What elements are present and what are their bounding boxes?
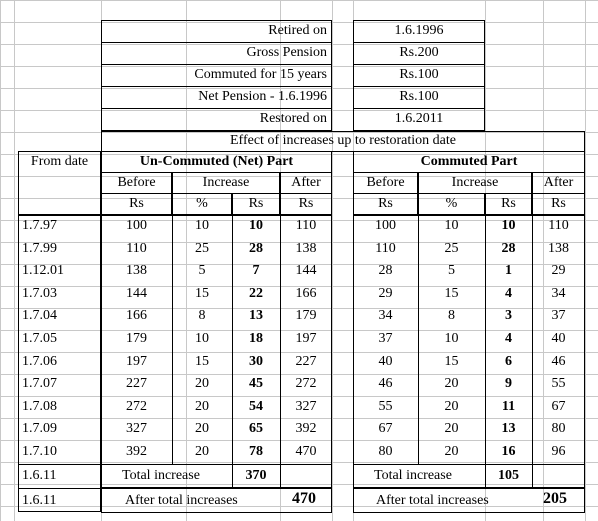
- uncommuted-cell: 20: [195, 398, 209, 414]
- commuted-cell: 16: [501, 444, 516, 459]
- commuted-cell: 15: [444, 353, 459, 369]
- uncommuted-cell: 20: [195, 421, 209, 437]
- uncommuted-cell: 15: [195, 285, 209, 301]
- unit-pct: %: [196, 196, 208, 211]
- commuted-cell: 29: [551, 263, 566, 279]
- total-increase-label: Total increase: [374, 467, 452, 483]
- uncommuted-cell: 5: [198, 263, 206, 279]
- uncommuted-cell: 22: [249, 285, 263, 301]
- commuted-cell: 1: [505, 263, 512, 279]
- uncommuted-cell: 100: [126, 218, 147, 233]
- info-row-line: [101, 64, 332, 65]
- row-date: 1.7.07: [22, 376, 57, 392]
- commuted-increase-header: Increase: [451, 175, 499, 190]
- commuted-cell: 10: [444, 331, 459, 346]
- commuted-cell: 20: [444, 376, 459, 392]
- uncommuted-cell: 10: [249, 218, 263, 233]
- row-line: [18, 464, 101, 465]
- after-total-label: After total increases: [125, 492, 238, 508]
- commuted-cell: 40: [378, 353, 393, 369]
- commuted-cell: 37: [551, 308, 566, 324]
- commuted-title: Commuted Part: [420, 154, 518, 169]
- unit-pct: %: [445, 196, 458, 211]
- commuted-cell: 8: [448, 308, 455, 324]
- commuted-cell: 10: [501, 218, 516, 233]
- uncommuted-cell: 18: [249, 331, 263, 346]
- uncommuted-cell: 138: [126, 263, 147, 279]
- unit-rs: Rs: [378, 196, 393, 211]
- total-increase-label: Total increase: [122, 467, 200, 483]
- uncommuted-cell: 144: [295, 263, 317, 279]
- after-total-label: After total increases: [376, 492, 489, 508]
- info-row-line: [353, 108, 485, 109]
- info-row-line: [353, 64, 485, 65]
- commuted-cell: 6: [505, 353, 512, 369]
- uncommuted-cell: 470: [295, 444, 317, 459]
- unit-rs: Rs: [551, 196, 566, 211]
- uncommuted-before-header: Before: [117, 175, 156, 190]
- row-date: 1.7.04: [22, 308, 57, 324]
- grid-column-line: [14, 0, 15, 521]
- commuted-cell: 110: [375, 240, 396, 256]
- info-label: Gross Pension: [246, 45, 327, 60]
- info-row-line: [353, 42, 485, 43]
- info-row-line: [101, 86, 332, 87]
- uncommuted-cell: 392: [295, 421, 317, 437]
- commuted-cell: 46: [551, 353, 566, 369]
- uncommuted-cell: 65: [249, 421, 263, 437]
- grid-column-line: [585, 0, 586, 521]
- commuted-cell: 100: [375, 218, 396, 233]
- commuted-cell: 28: [378, 263, 393, 279]
- uncommuted-cell: 197: [295, 331, 317, 346]
- from-date-label: From date: [30, 154, 89, 169]
- row-date: 1.7.09: [22, 421, 57, 437]
- uncommuted-total-increase: 370: [245, 467, 267, 483]
- row-line: [18, 488, 101, 489]
- commuted-cell: 29: [378, 285, 393, 301]
- unit-rs: Rs: [501, 196, 516, 211]
- commuted-total-increase: 105: [498, 467, 519, 483]
- info-label: Net Pension - 1.6.1996: [198, 89, 327, 104]
- row-date: 1.12.01: [22, 263, 64, 279]
- commuted-cell: 34: [378, 308, 393, 324]
- commuted-cell: 13: [501, 421, 516, 437]
- row-date: 1.7.97: [22, 218, 57, 233]
- uncommuted-cell: 15: [195, 353, 209, 369]
- commuted-cell: 4: [505, 331, 512, 346]
- commuted-cell: 80: [378, 444, 393, 459]
- info-value: 1.6.1996: [394, 23, 444, 38]
- commuted-cell: 55: [378, 398, 393, 414]
- commuted-cell: 5: [448, 263, 455, 279]
- uncommuted-cell: 227: [295, 353, 317, 369]
- row-date: 1.7.05: [22, 331, 57, 346]
- column-divider: [280, 464, 281, 488]
- commuted-cell: 20: [444, 421, 459, 437]
- uncommuted-cell: 10: [195, 331, 209, 346]
- uncommuted-cell: 166: [126, 308, 147, 324]
- uncommuted-cell: 54: [249, 398, 263, 414]
- unit-rs: Rs: [129, 196, 144, 211]
- commuted-cell: 67: [551, 398, 566, 414]
- commuted-cell: 40: [551, 331, 566, 346]
- uncommuted-cell: 392: [126, 444, 147, 459]
- info-value: Rs.100: [399, 89, 439, 104]
- column-divider: [532, 464, 533, 488]
- commuted-cell: 10: [444, 218, 459, 233]
- unit-rs: Rs: [248, 196, 264, 211]
- table-heading: Effect of increases up to restoration date: [230, 133, 456, 148]
- uncommuted-cell: 272: [295, 376, 317, 392]
- commuted-cell: 80: [551, 421, 566, 437]
- uncommuted-cell: 28: [249, 240, 263, 256]
- commuted-cell: 67: [378, 421, 393, 437]
- info-row-line: [101, 42, 332, 43]
- row-date: 1.7.10: [22, 444, 57, 459]
- info-row-line: [101, 108, 332, 109]
- commuted-cell: 25: [444, 240, 459, 256]
- uncommuted-after-header: After: [291, 175, 321, 190]
- commuted-cell: 20: [444, 444, 459, 459]
- commuted-cell: 3: [505, 308, 512, 324]
- commuted-cell: 20: [444, 398, 459, 414]
- uncommuted-cell: 20: [195, 376, 209, 392]
- uncommuted-cell: 45: [249, 376, 263, 392]
- uncommuted-cell: 227: [126, 376, 147, 392]
- commuted-cell: 4: [505, 285, 512, 301]
- commuted-cell: 138: [548, 240, 569, 256]
- commuted-after-total: 205: [543, 489, 567, 507]
- info-value: Rs.100: [399, 67, 439, 82]
- info-label: Commuted for 15 years: [194, 67, 327, 82]
- uncommuted-cell: 138: [295, 240, 317, 256]
- row-date: 1.7.06: [22, 353, 57, 369]
- uncommuted-cell: 197: [126, 353, 147, 369]
- uncommuted-cell: 179: [295, 308, 317, 324]
- info-value: 1.6.2011: [394, 111, 444, 126]
- total-row-date: 1.6.11: [22, 467, 57, 483]
- uncommuted-cell: 25: [195, 240, 209, 256]
- commuted-cell: 28: [501, 240, 516, 256]
- commuted-cell: 96: [551, 444, 566, 459]
- row-date: 1.7.99: [22, 240, 57, 256]
- info-label: Restored on: [259, 111, 327, 126]
- unit-rs: Rs: [298, 196, 314, 211]
- commuted-cell: 34: [551, 285, 566, 301]
- uncommuted-cell: 327: [126, 421, 147, 437]
- uncommuted-after-total: 470: [292, 489, 316, 507]
- uncommuted-cell: 8: [198, 308, 206, 324]
- commuted-after-header: After: [543, 175, 574, 190]
- uncommuted-cell: 30: [249, 353, 263, 369]
- commuted-before-header: Before: [366, 175, 405, 190]
- uncommuted-cell: 13: [249, 308, 263, 324]
- uncommuted-cell: 78: [249, 444, 263, 459]
- uncommuted-cell: 166: [295, 285, 317, 301]
- uncommuted-cell: 10: [195, 218, 209, 233]
- commuted-cell: 55: [551, 376, 566, 392]
- uncommuted-increase-header: Increase: [202, 175, 250, 190]
- uncommuted-cell: 144: [126, 285, 147, 301]
- uncommuted-cell: 20: [195, 444, 209, 459]
- uncommuted-cell: 272: [126, 398, 147, 414]
- commuted-cell: 46: [378, 376, 393, 392]
- uncommuted-cell: 179: [126, 331, 147, 346]
- uncommuted-cell: 110: [295, 218, 317, 233]
- uncommuted-cell: 7: [252, 263, 260, 279]
- uncommuted-title: Un-Commuted (Net) Part: [139, 154, 294, 169]
- grid-column-line: [332, 0, 333, 521]
- row-date: 1.7.08: [22, 398, 57, 414]
- info-value: Rs.200: [399, 45, 439, 60]
- commuted-cell: 110: [548, 218, 569, 233]
- commuted-cell: 37: [378, 331, 393, 346]
- info-row-line: [353, 86, 485, 87]
- row-date: 1.7.03: [22, 285, 57, 301]
- info-label: Retired on: [268, 23, 327, 38]
- after-row-date: 1.6.11: [22, 492, 57, 508]
- commuted-cell: 11: [501, 398, 516, 414]
- commuted-cell: 15: [444, 285, 459, 301]
- uncommuted-cell: 327: [295, 398, 317, 414]
- commuted-cell: 9: [505, 376, 512, 392]
- uncommuted-cell: 110: [126, 240, 147, 256]
